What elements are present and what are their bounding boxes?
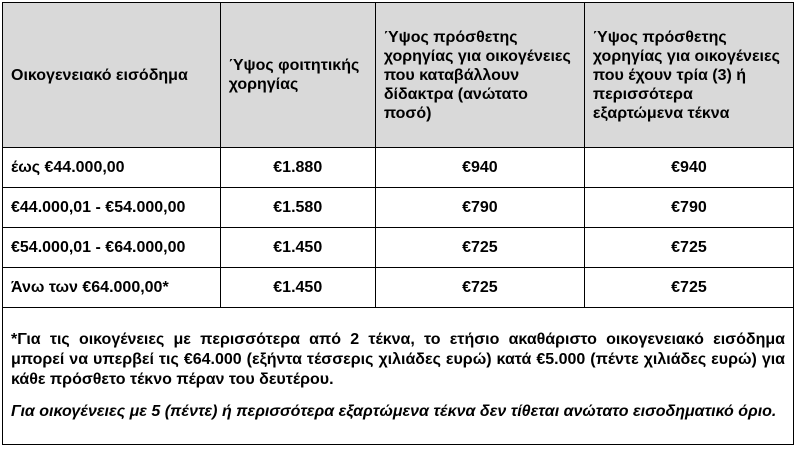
header-row — [3, 3, 794, 148]
tuition-cell: €725 — [375, 228, 584, 268]
table-row — [3, 268, 794, 308]
italic-note-text: Για οικογένειες με 5 (πέντε) ή περισσότερα εξαρτώμενα τέκνα δεν τίθεται ανώτατο εισοδηματικό όριο. — [11, 403, 777, 420]
table-row — [3, 148, 794, 188]
grant-cell: €1.450 — [220, 268, 375, 308]
children-cell: €790 — [584, 188, 793, 228]
table-row — [3, 188, 794, 228]
header-tuition-grant: Ύψος πρόσθετης χορηγίας για οικογένειες που καταβάλλουν δίδακτρα (ανώτατο ποσό) — [375, 3, 584, 148]
grant-cell: €1.580 — [220, 188, 375, 228]
income-cell: έως €44.000,00 — [3, 148, 221, 188]
tuition-cell: €790 — [375, 188, 584, 228]
header-income: Οικογενειακό εισόδημα — [3, 3, 221, 148]
tuition-cell: €725 — [375, 268, 584, 308]
footnote-text: *Για τις οικογένειες με περισσότερα από 2 τέκνα, το ετήσιο ακαθάριστο οικογενειακό εισόδημα μπορεί να υπερβεί τις €64.000 (εξήντα τέσσερις χιλιάδες ευρώ) κατά €5.000 (πέντε χιλιάδες ευρώ) για κάθε πρόσθετο τέκνο πέραν του δευτέρου. — [11, 331, 785, 388]
children-cell: €725 — [584, 268, 793, 308]
children-cell: €940 — [584, 148, 793, 188]
grant-cell: €1.450 — [220, 228, 375, 268]
grant-table — [2, 2, 794, 445]
notes-row — [3, 308, 794, 445]
header-grant: Ύψος φοιτητικής χορηγίας — [220, 3, 375, 148]
income-cell: Άνω των €64.000,00* — [3, 268, 221, 308]
income-cell: €44.000,01 - €54.000,00 — [3, 188, 221, 228]
header-children-grant: Ύψος πρόσθετης χορηγίας για οικογένειες που έχουν τρία (3) ή περισσότερα εξαρτώμενα τέκνα — [584, 3, 793, 148]
children-cell: €725 — [584, 228, 793, 268]
tuition-cell: €940 — [375, 148, 584, 188]
income-cell: €54.000,01 - €64.000,00 — [3, 228, 221, 268]
grant-cell: €1.880 — [220, 148, 375, 188]
notes-cell — [3, 308, 794, 445]
table-row — [3, 228, 794, 268]
